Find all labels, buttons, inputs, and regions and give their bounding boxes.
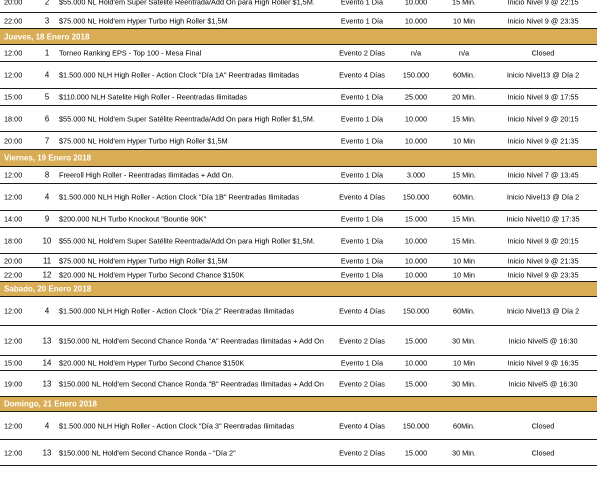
starting-stack: 10.000 [404,136,428,145]
registration-status: Closed [531,48,555,58]
level-duration: 15 Min. [452,236,476,245]
level-duration: 10 Min [453,256,475,265]
registration-status: Inicio Nivel 9 @ 23:35 [507,270,579,279]
starting-stack: 3.000 [406,170,426,180]
table-row [0,440,597,466]
event-duration: Evento 1 Día [340,256,384,265]
starting-stack: 15.000 [404,214,428,224]
table-row [0,326,597,356]
starting-stack: 15.000 [404,336,428,345]
registration-status: Inicio Nivel 9 @ 23:35 [507,16,579,25]
event-number: 8 [44,170,50,180]
level-duration: 60Min. [453,70,475,80]
event-duration: Evento 2 Días [339,336,385,345]
registration-status: Inicio Nivel 9 @ 22:15 [507,0,579,7]
event-duration: Evento 4 Días [339,70,385,80]
event-name: $55.000 NL Hold'em Super Satélite Reentrada/Add On para High Roller $1,5M. [59,113,315,123]
event-duration: Evento 2 Días [339,48,385,58]
start-time: 14:00 [4,214,23,224]
event-name: $1.500.000 NLH High Roller - Action Clock "Día 1A" Reentradas Ilimitadas [59,70,300,80]
start-time: 20:00 [4,256,23,265]
registration-status: Inicio Nivel 9 @ 20:15 [507,236,579,245]
registration-status: Inicio Nivel5 @ 16:30 [508,379,578,388]
starting-stack: 150.000 [402,192,430,202]
table-row [0,45,597,62]
table-row [0,132,597,150]
level-duration: 30 Min. [452,379,476,388]
level-duration: 30 Min. [452,336,476,345]
table-row [0,0,597,13]
event-duration: Evento 1 Día [340,214,384,224]
event-number: 4 [44,306,50,316]
event-number: 3 [44,16,50,25]
event-name: $75.000 NL Hold'em Hyper Turbo High Roller $1,5M [59,135,228,145]
registration-status: Inicio Nivel10 @ 17:35 [506,214,580,224]
level-duration: 10 Min [453,358,475,368]
event-name: $110.000 NLH Satelite High Roller - Reentradas Ilimitadas [59,92,248,102]
event-name: Torneo Ranking EPS - Top 100 - Mesa Final [59,48,202,58]
registration-status: Inicio Nivel 9 @ 17:55 [507,92,579,102]
event-number: 13 [42,448,52,457]
start-time: 19:00 [4,379,23,388]
day-header-label: Domingo, 21 Enero 2018 [4,399,97,409]
event-duration: Evento 1 Día [340,114,384,123]
level-duration: 30 Min. [452,448,476,457]
level-duration: 10 Min [453,16,475,25]
registration-status: Inicio Nivel 7 @ 13:45 [507,170,579,180]
event-number: 7 [44,136,50,145]
start-time: 12:00 [4,421,23,430]
table-row [0,106,597,132]
event-number: 1 [44,48,50,58]
table-row [0,268,597,282]
day-header [0,29,597,45]
event-name: $1.500.000 NLH High Roller - Action Clock "Día 2" Reentradas Ilimitadas [59,306,295,316]
event-duration: Evento 1 Día [340,16,384,25]
start-time: 12:00 [4,192,23,202]
starting-stack: 10.000 [404,358,428,368]
event-name: $150.000 NL Hold'em Second Chance Ronda "A" Reentradas Ilimitadas + Add On [59,335,324,345]
registration-status: Closed [531,421,555,430]
event-number: 12 [42,270,52,279]
table-row [0,211,597,228]
event-number: 2 [44,0,50,7]
start-time: 20:00 [4,136,23,145]
event-name: $20.000 NL Hold'em Hyper Turbo Second Chance $150K [59,358,245,368]
event-name: $55.000 NL Hold'em Super Satélite Reentrada/Add On para High Roller $1,5M. [59,235,315,245]
event-duration: Evento 4 Días [339,306,385,316]
starting-stack: 10.000 [404,236,428,245]
event-name: $150.000 NL Hold'em Second Chance Ronda - "Día 2" [59,447,236,457]
registration-status: Inicio Nivel 9 @ 20:15 [507,114,579,123]
table-row [0,228,597,254]
day-header-label: Jueves, 18 Enero 2018 [4,32,90,41]
start-time: 12:00 [4,448,23,457]
event-duration: Evento 1 Día [340,236,384,245]
start-time: 12:00 [4,306,23,316]
table-row [0,167,597,184]
event-number: 10 [42,236,52,245]
start-time: 22:00 [4,16,23,25]
start-time: 12:00 [4,336,23,345]
start-time: 18:00 [4,236,23,245]
start-time: 22:00 [4,270,23,279]
table-row [0,62,597,89]
event-name: $150.000 NL Hold'em Second Chance Ronda "B" Reentradas Ilimitadas + Add On [59,378,324,388]
starting-stack: 10.000 [404,16,428,25]
table-row [0,356,597,371]
day-header-label: Sabado, 20 Enero 2018 [4,284,92,294]
starting-stack: 10.000 [404,256,428,265]
event-name: $200.000 NLH Turbo Knockout "Bountie 90K" [59,214,207,224]
event-name: $1.500.000 NLH High Roller - Action Clock "Día 1B" Reentradas Ilimitadas [59,192,300,202]
start-time: 20:00 [4,0,23,7]
starting-stack: 25.000 [404,92,428,102]
starting-stack: n/a [410,48,422,58]
day-header [0,397,597,412]
registration-status: Inicio Nivel 9 @ 16:35 [507,358,579,368]
table-row [0,13,597,29]
event-duration: Evento 1 Día [340,136,384,145]
starting-stack: 10.000 [404,270,428,279]
event-duration: Evento 2 Días [339,448,385,457]
start-time: 12:00 [4,48,23,58]
event-duration: Evento 1 Día [340,0,384,7]
starting-stack: 10.000 [404,114,428,123]
event-number: 4 [44,70,50,80]
event-duration: Evento 1 Día [340,92,384,102]
event-name: $20.000 NL Hold'em Hyper Turbo Second Chance $150K [59,269,245,279]
level-duration: 10 Min [453,136,475,145]
day-header [0,150,597,167]
event-name: $1.500.000 NLH High Roller - Action Clock "Día 3" Reentradas Ilimitadas [59,420,295,430]
level-duration: 60Min. [453,192,475,202]
table-row [0,254,597,268]
event-number: 14 [42,358,52,368]
event-number: 13 [42,336,52,345]
event-duration: Evento 2 Días [339,379,385,388]
registration-status: Inicio Nivel 9 @ 21:35 [507,256,579,265]
registration-status: Closed [531,448,555,457]
level-duration: 20 Min. [452,92,476,102]
starting-stack: 10.000 [404,0,428,7]
level-duration: 60Min. [453,306,475,316]
day-header [0,282,597,297]
start-time: 15:00 [4,92,23,102]
start-time: 12:00 [4,70,23,80]
registration-status: Inicio Nivel13 @ Día 2 [506,192,580,202]
event-duration: Evento 1 Día [340,358,384,368]
registration-status: Inicio Nivel13 @ Día 2 [506,306,580,316]
day-header-label: Viernes, 19 Enero 2018 [4,153,92,163]
registration-status: Inicio Nivel13 @ Día 2 [506,70,580,80]
event-name: $55.000 NL Hold'em Super Satélite Reentrada/Add On para High Roller $1,5M. [59,0,315,7]
event-duration: Evento 4 Días [339,192,385,202]
level-duration: n/a [458,48,470,58]
event-number: 13 [42,379,52,388]
table-row [0,89,597,106]
level-duration: 15 Min. [452,0,476,7]
level-duration: 15 Min. [452,214,476,224]
event-duration: Evento 4 Días [339,421,385,430]
starting-stack: 15.000 [404,379,428,388]
table-row [0,412,597,440]
level-duration: 15 Min. [452,170,476,180]
event-duration: Evento 1 Día [340,170,384,180]
event-number: 6 [44,114,50,123]
starting-stack: 150.000 [402,421,430,430]
event-number: 4 [44,192,50,202]
starting-stack: 150.000 [402,70,430,80]
level-duration: 60Min. [453,421,475,430]
starting-stack: 15.000 [404,448,428,457]
event-number: 5 [44,92,50,102]
starting-stack: 150.000 [402,306,430,316]
event-name: $75.000 NL Hold'em Hyper Turbo High Roller $1,5M [59,15,228,25]
table-row [0,297,597,326]
level-duration: 15 Min. [452,114,476,123]
event-duration: Evento 1 Día [340,270,384,279]
start-time: 18:00 [4,114,23,123]
event-number: 9 [44,214,50,224]
event-name: Freeroll High Roller - Reentradas Ilimitadas + Add On. [59,170,234,180]
registration-status: Inicio Nivel5 @ 16:30 [508,336,578,345]
level-duration: 10 Min [453,270,475,279]
start-time: 15:00 [4,358,23,368]
event-number: 4 [44,421,50,430]
table-row [0,184,597,211]
event-name: $75.000 NL Hold'em Hyper Turbo High Roller $1,5M [59,255,228,265]
event-number: 11 [42,256,52,265]
registration-status: Inicio Nivel 9 @ 21:35 [507,136,579,145]
table-row [0,371,597,397]
start-time: 12:00 [4,170,23,180]
